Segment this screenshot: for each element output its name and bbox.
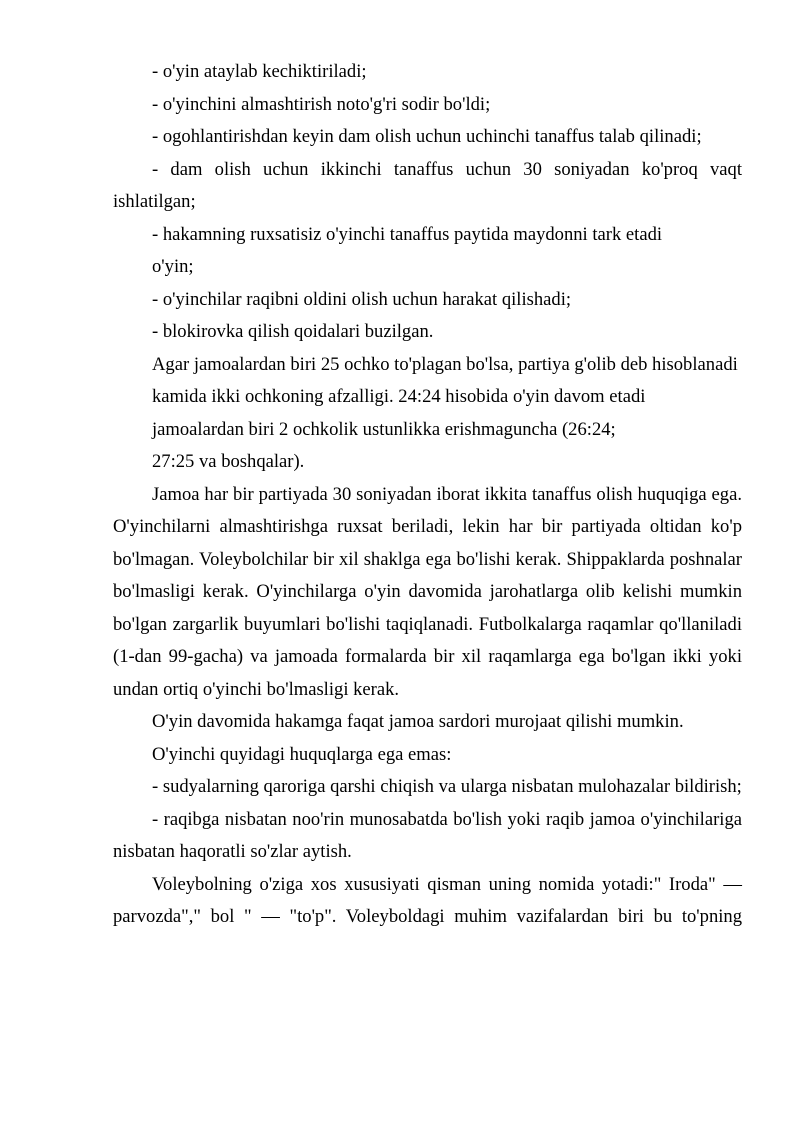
- paragraph: jamoalardan biri 2 ochkolik ustunlikka erishmaguncha (26:24;: [152, 418, 616, 440]
- paragraph: kamida ikki ochkoning afzalligi. 24:24 hisobida o'yin davom etadi: [152, 386, 646, 407]
- paragraph: - raqibga nisbatan noo'rin munosabatda bo'lish yoki raqib jamoa o'yinchilariga nisbatan haqoratli so'zlar aytish.: [113, 808, 742, 862]
- paragraph: o'yin;: [152, 256, 194, 277]
- paragraph: - blokirovka qilish qoidalari buzilgan.: [152, 321, 434, 342]
- paragraph: 27:25 va boshqalar).: [152, 451, 305, 472]
- paragraph: Voleybolning o'ziga xos xususiyati qisman uning nomida yotadi:" Iroda" — parvozda"," bol " — "to'p". Voleyboldagi muhim vazifalardan biri bu to'pning: [113, 873, 742, 927]
- paragraph: - hakamning ruxsatisiz o'yinchi tanaffus paytida maydonni tark etadi: [152, 223, 663, 245]
- paragraph: O'yin davomida hakamga faqat jamoa sardori murojaat qilishi mumkin.: [152, 711, 684, 732]
- paragraph: Agar jamoalardan biri 25 ochko to'plagan bo'lsa, partiya g'olib deb hisoblanadi: [152, 353, 738, 375]
- paragraph: - dam olish uchun ikkinchi tanaffus uchun 30 soniyadan ko'proq vaqt ishlatilgan;: [113, 158, 742, 212]
- paragraph: - o'yin ataylab kechiktiriladi;: [152, 61, 367, 82]
- paragraph: - ogohlantirishdan keyin dam olish uchun uchinchi tanaffus talab qilinadi;: [152, 126, 702, 147]
- paragraph: Jamoa har bir partiyada 30 soniyadan iborat ikkita tanaffus olish huquqiga ega. O'yinchilarni almashtirishga ruxsat beriladi, lekin har bir partiyada oltidan ko'p bo'lmagan. Voleybolchilar bir xil shaklga ega bo'lishi kerak. Shippaklarda poshnalar bo'lmasligi kerak. O'yinchilarga o'yin davomida jarohatlarga olib kelishi mumkin bo'lgan zargarlik buyumlari bo'lishi taqiqlanadi. Futbolkalarga raqamlar qo'llaniladi (1-dan 99-gacha) va jamoada formalarda bir xil raqamlarga ega bo'lgan ikki yoki undan ortiq o'yinchi bo'lmasligi kerak.: [113, 483, 742, 700]
- paragraph: O'yinchi quyidagi huquqlarga ega emas:: [152, 743, 452, 765]
- paragraph: - sudyalarning qaroriga qarshi chiqish va ularga nisbatan mulohazalar bildirish;: [152, 776, 742, 797]
- paragraph: - o'yinchilar raqibni oldini olish uchun harakat qilishadi;: [152, 288, 572, 310]
- document-page: [113, 56, 742, 934]
- paragraph: - o'yinchini almashtirish noto'g'ri sodir bo'ldi;: [152, 93, 491, 115]
